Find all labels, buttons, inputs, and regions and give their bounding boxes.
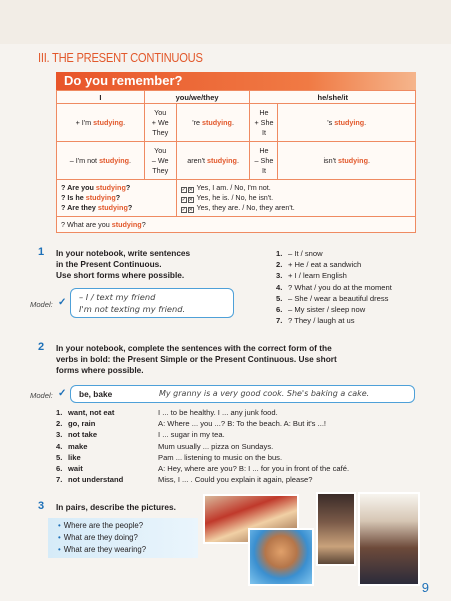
list-item: 7. not understand Miss, I ... . Could you explain it again, please?: [56, 475, 313, 485]
list-item: • What are they wearing?: [58, 545, 147, 554]
list-item: 7. ? They / laugh at us: [276, 316, 355, 326]
remember-heading: Do you remember?: [64, 73, 183, 88]
page-number: 9: [421, 580, 429, 595]
list-item: 6. – My sister / sleep now: [276, 305, 366, 315]
model-label: Model:: [30, 391, 53, 400]
remember-banner: [56, 72, 416, 90]
list-item: 4. make Mum usually ... pizza on Sundays.: [56, 441, 274, 451]
short-answers: ✓ ✕ Yes, I am. / No, I'm not. ✓ ✕ Yes, he is. / No, he isn't. ✓ ✕ Yes, they are. / No, they aren't.: [176, 180, 415, 217]
exercise-2-number: 2: [38, 341, 45, 353]
negative-he-verb: isn't studying.: [278, 142, 416, 180]
negative-i: – I'm not studying.: [57, 142, 145, 180]
what-question-row: [57, 217, 416, 233]
exercise-2-items: [56, 407, 349, 485]
photo-smiling-boy: [248, 528, 314, 586]
list-item: 2. + He / eat a sandwich: [276, 260, 362, 270]
positive-i: + I'm studying.: [57, 104, 145, 142]
list-item: • Where are the people?: [58, 521, 144, 530]
positive-he-verb: 's studying.: [278, 104, 416, 142]
list-item: 2. go, rain A: Where ... you ...? B: To the beach. A: But it's ...!: [56, 419, 327, 429]
crossbox-icon: ✕: [188, 207, 193, 213]
model-label: Model:: [30, 300, 53, 309]
question-row: [57, 180, 416, 217]
tick-icon: ✓: [58, 297, 67, 308]
negative-you-verb: aren't studying.: [176, 142, 250, 180]
list-item: 4. ? What / you do at the moment: [276, 282, 392, 292]
list-item: 1. want, not eat I ... to be healthy. I ... any junk food.: [56, 408, 278, 417]
section-title: III. THE PRESENT CONTINUOUS: [38, 50, 203, 65]
exercise-1-number: 1: [38, 246, 45, 258]
header-i: I: [57, 91, 145, 104]
exercise-2-instruction: In your notebook, complete the sentences with the correct form of the verbs in bold: the Present Simple or the Present Continuous. Use short forms where possible.: [56, 343, 337, 375]
table-header-row: [57, 91, 416, 104]
crossbox-icon: ✕: [188, 197, 193, 203]
top-band: [0, 0, 451, 44]
negative-you-pronouns: You – We They: [144, 142, 176, 180]
header-you-we-they: you/we/they: [144, 91, 250, 104]
photo-group-people: [358, 492, 420, 586]
question-forms: ? Are you studying? ? Is he studying? ? Are they studying?: [57, 180, 177, 217]
crossbox-icon: ✕: [188, 187, 193, 193]
model-answer: I'm not texting my friend.: [79, 303, 186, 314]
list-item: 6. wait A: Hey, where are you? B: I ... for you in front of the café.: [56, 464, 350, 474]
list-item: 5. – She / wear a beautiful dress: [276, 293, 389, 303]
checkbox-icon: ✓: [181, 207, 186, 213]
positive-he-pronouns: He + She It: [250, 104, 278, 142]
exercise-1-instruction: In your notebook, write sentences in the Present Continuous. Use short forms where possible.: [56, 248, 191, 280]
checkbox-icon: ✓: [181, 187, 186, 193]
list-item: 3. + I / learn English: [276, 271, 347, 281]
grammar-table: [56, 90, 416, 233]
list-item: • What are they doing?: [58, 533, 138, 542]
model-verbs: be, bake: [79, 389, 113, 399]
positive-row: [57, 104, 416, 142]
exercise-3-instruction: In pairs, describe the pictures.: [56, 502, 176, 512]
negative-he-pronouns: He – She It: [250, 142, 278, 180]
header-he-she-it: he/she/it: [250, 91, 416, 104]
list-item: 1. – It / snow: [276, 249, 323, 258]
model-box: [70, 288, 234, 318]
model-box: [70, 385, 415, 403]
exercise-3-number: 3: [38, 500, 45, 512]
negative-row: [57, 142, 416, 180]
positive-you-pronouns: You + We They: [144, 104, 176, 142]
list-item: 3. not take I ... sugar in my tea.: [56, 430, 225, 440]
exercise-1-items: [276, 248, 392, 326]
tick-icon: ✓: [58, 388, 67, 399]
photo-reading-people: [316, 492, 356, 566]
model-sentence: My granny is a very good cook. She's baking a cake.: [159, 389, 370, 398]
model-prompt: – I / text my friend: [79, 292, 156, 302]
exercise-3-bullets: [58, 520, 146, 556]
positive-you-verb: 're studying.: [176, 104, 250, 142]
checkbox-icon: ✓: [181, 197, 186, 203]
list-item: 5. like Pam ... listening to music on the bus.: [56, 452, 283, 462]
what-question: ? What are you studying?: [57, 217, 416, 233]
